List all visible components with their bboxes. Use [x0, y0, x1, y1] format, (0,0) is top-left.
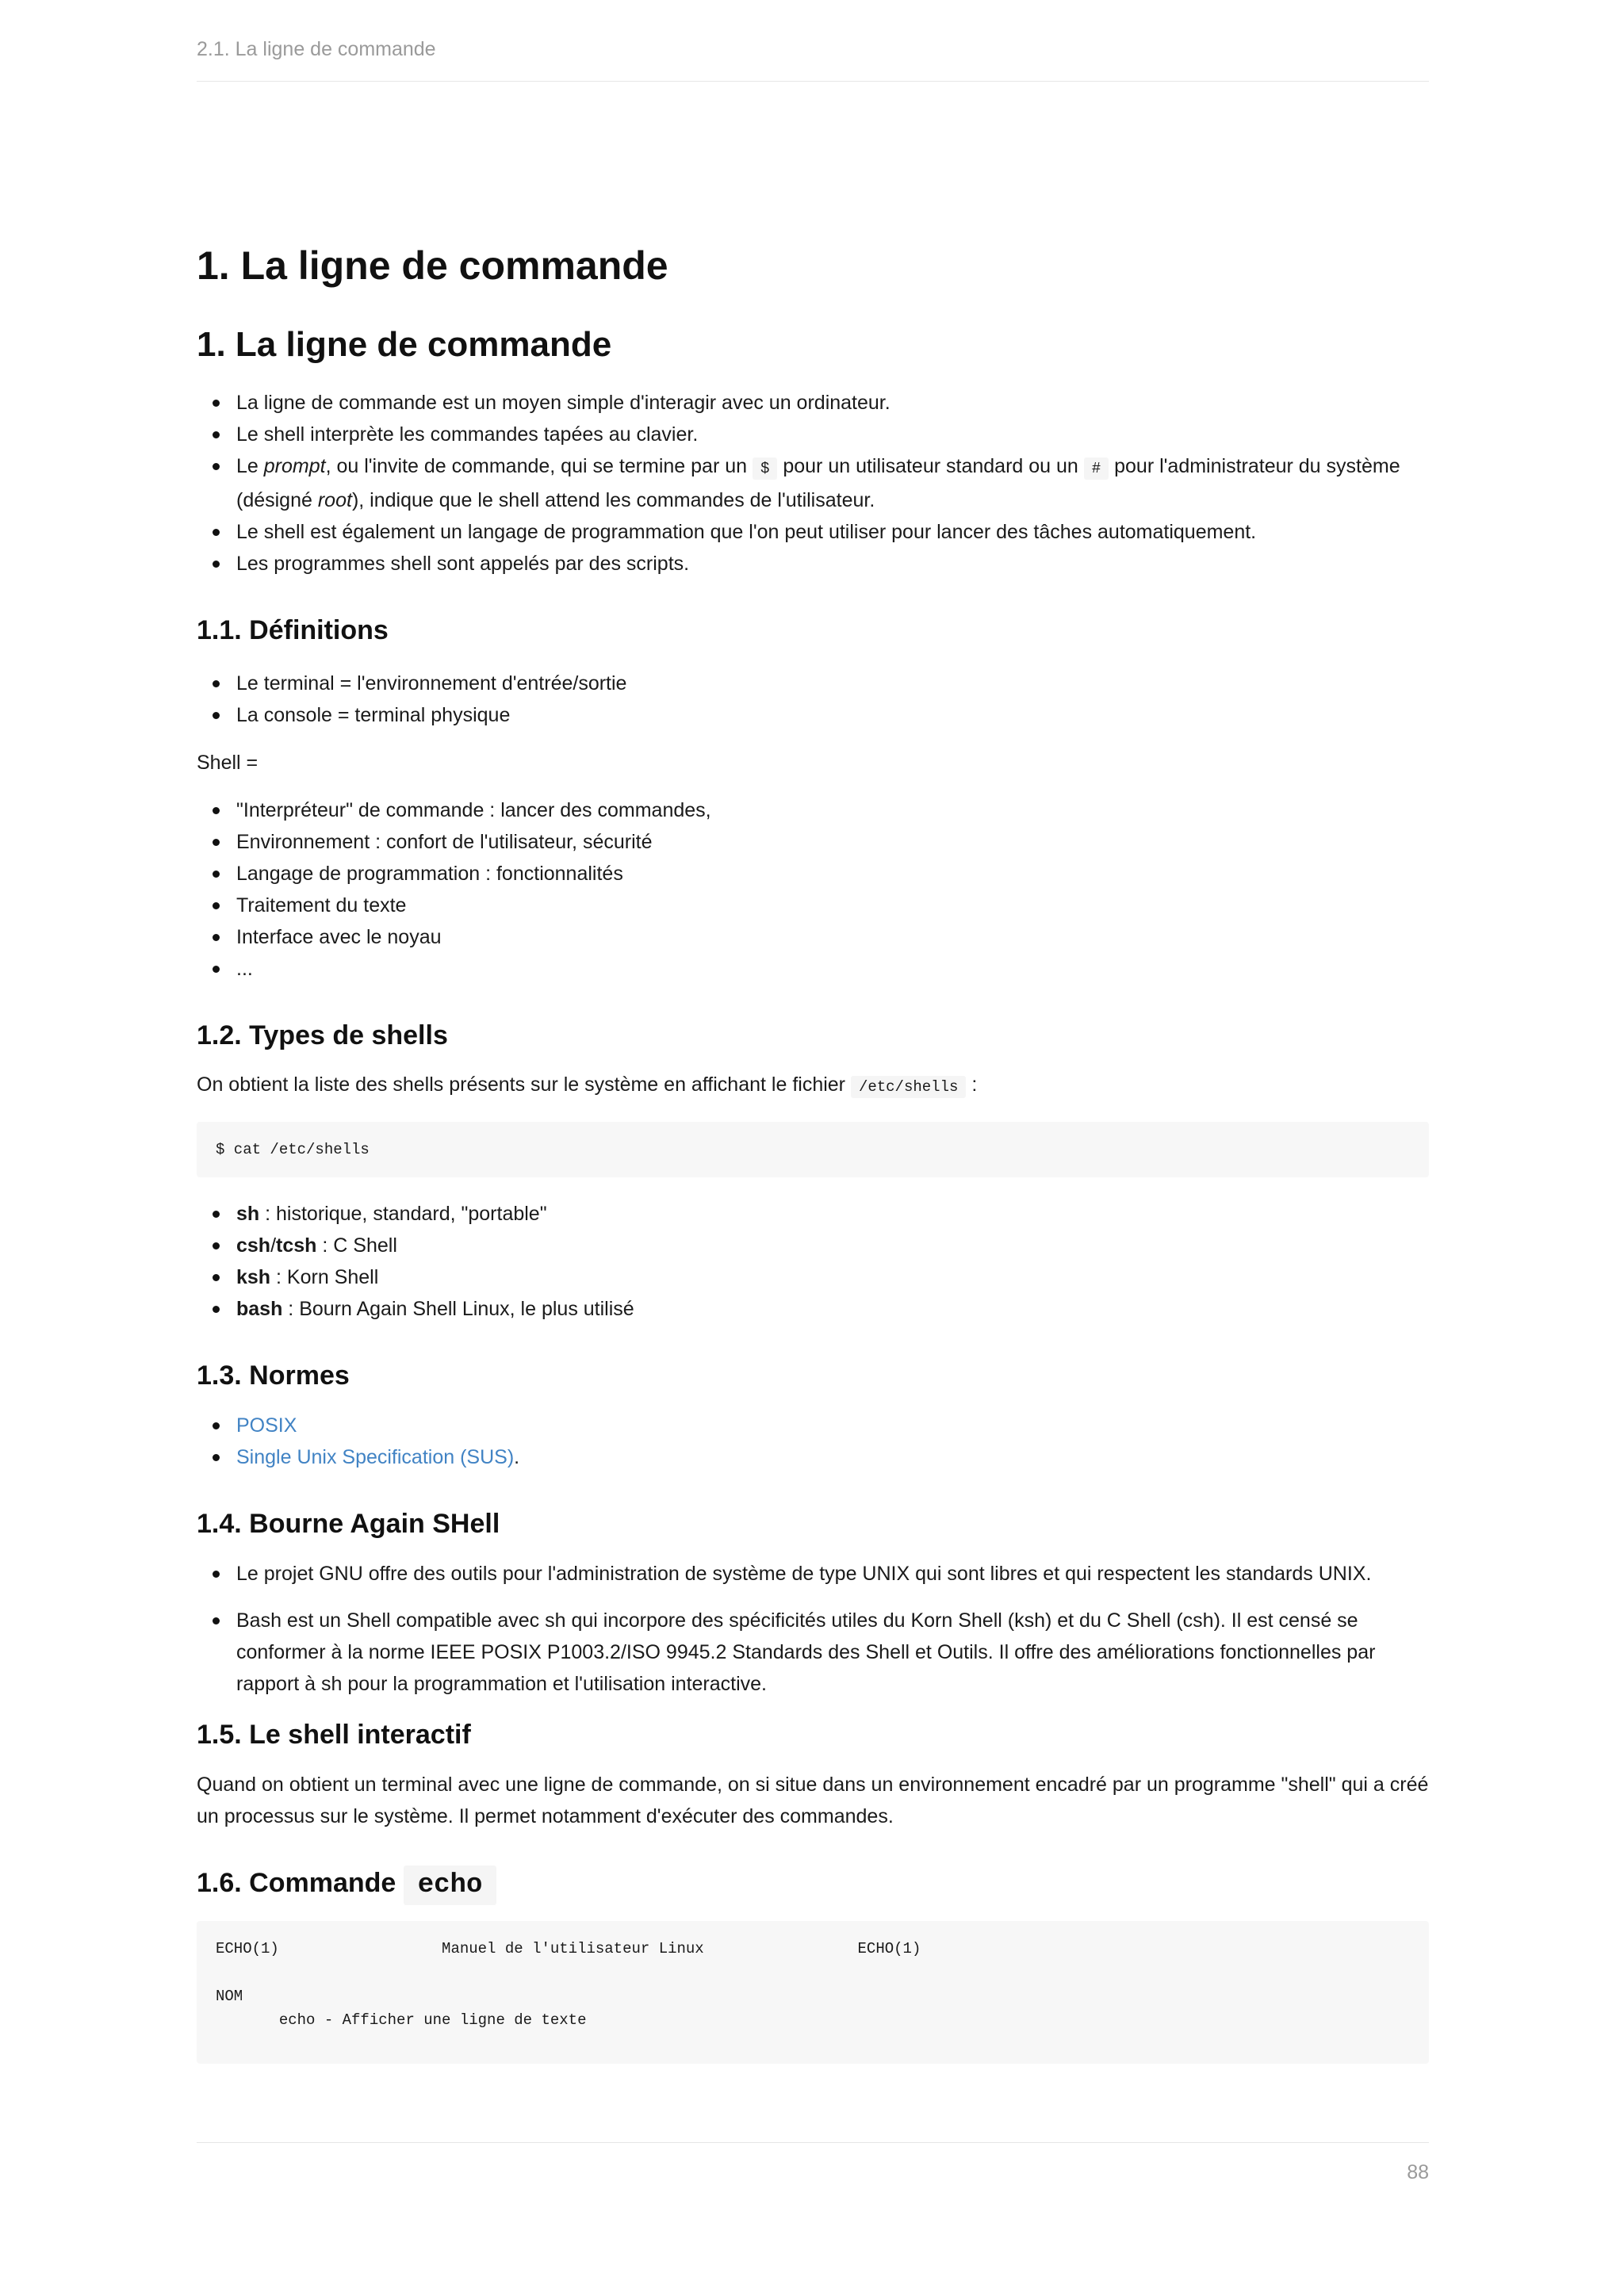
list-item: "Interpréteur" de commande : lancer des commandes,: [236, 794, 1429, 826]
text: ), indique que le shell attend les commandes de l'utilisateur.: [351, 488, 875, 511]
intro-list: [197, 387, 1429, 580]
list-item: La ligne de commande est un moyen simple d'interagir avec un ordinateur.: [236, 387, 1429, 419]
types-intro: [197, 1069, 1429, 1103]
inline-code-file: /etc/shells: [851, 1076, 966, 1098]
section-heading-types: 1.2. Types de shells: [197, 1020, 448, 1050]
list-item: Le terminal = l'environnement d'entrée/sortie: [236, 668, 1429, 699]
text: Le: [236, 454, 264, 477]
list-item: [236, 1261, 1429, 1293]
text: /: [270, 1234, 277, 1257]
text: : historique, standard, "portable": [259, 1203, 547, 1226]
text: 1.6. Commande: [197, 1867, 404, 1898]
normes-list: [197, 1410, 1429, 1473]
list-item: [236, 1198, 1429, 1230]
interactif-text: Quand on obtient un terminal avec une ligne de commande, on si situe dans un environnement encadré par un programme "shell" qui a créé un processus sur le système. Il permet notamment d'exécuter des commandes.: [197, 1773, 1429, 1827]
root-term: root: [317, 488, 352, 511]
text: : Bourn Again Shell Linux, le plus utilisé: [282, 1298, 634, 1321]
list-item: [236, 1230, 1429, 1261]
shell-name: ksh: [236, 1266, 271, 1289]
list-item: Interface avec le noyau: [236, 921, 1429, 953]
section-heading-echo: [197, 1867, 1429, 1902]
list-item: Le projet GNU offre des outils pour l'administration de système de type UNIX qui sont libres et qui respectent les standards UNIX.: [236, 1558, 1429, 1590]
list-item: Environnement : confort de l'utilisateur, sécurité: [236, 826, 1429, 858]
shell-label: Shell =: [197, 751, 259, 774]
sus-link[interactable]: Single Unix Specification (SUS): [236, 1446, 515, 1469]
inline-code-dollar: $: [753, 457, 777, 480]
definitions-list: [197, 668, 1429, 731]
man-page-block: ECHO(1) Manuel de l'utilisateur Linux ECHO(1) NOM echo - Afficher une ligne de texte: [197, 1921, 1429, 2064]
section-title: 1. La ligne de commande: [197, 325, 612, 364]
list-item: Les programmes shell sont appelés par des scripts.: [236, 548, 1429, 580]
list-item: Bash est un Shell compatible avec sh qui incorpore des spécificités utiles du Korn Shell (ksh) et du C Shell (csh). Il est censé se conformer à la norme IEEE POSIX P1003.2/ISO 9945.2 Standards des Shell et Outils. Il offre des améliorations fonctionnelles par rapport à sh pour la programmation et l'utilisation interactive.: [236, 1605, 1429, 1700]
list-item: [236, 1410, 1429, 1441]
list-item: Le shell est également un langage de programmation que l'on peut utiliser pour lancer des tâches automatiquement.: [236, 516, 1429, 548]
list-item: La console = terminal physique: [236, 699, 1429, 731]
running-header: 2.1. La ligne de commande: [197, 38, 1429, 82]
page-title: 1. La ligne de commande: [197, 243, 668, 288]
text: On obtient la liste des shells présents sur le système en affichant le fichier: [197, 1073, 851, 1096]
section-heading-definitions: 1.1. Définitions: [197, 614, 389, 645]
text: : Korn Shell: [270, 1266, 379, 1289]
text: .: [514, 1446, 520, 1469]
text: , ou l'invite de commande, qui se termine par un: [325, 454, 753, 477]
text: : C Shell: [316, 1234, 397, 1257]
list-item: Langage de programmation : fonctionnalités: [236, 858, 1429, 890]
footer-divider: [197, 2142, 1429, 2143]
list-item: Le shell interprète les commandes tapées au clavier.: [236, 419, 1429, 450]
content: [197, 226, 1429, 2064]
section-heading-normes: 1.3. Normes: [197, 1360, 350, 1391]
shell-name: csh: [236, 1234, 271, 1257]
inline-code-echo: echo: [404, 1866, 497, 1905]
list-item: ...: [236, 953, 1429, 985]
shell-name: sh: [236, 1203, 260, 1226]
inline-code-hash: #: [1084, 457, 1109, 480]
text: :: [966, 1073, 978, 1096]
list-item: [236, 1293, 1429, 1325]
section-heading-interactif: 1.5. Le shell interactif: [197, 1719, 471, 1750]
bash-list: [197, 1558, 1429, 1700]
posix-link[interactable]: POSIX: [236, 1414, 297, 1437]
list-item: Traitement du texte: [236, 890, 1429, 921]
list-item: [236, 450, 1429, 516]
list-item: [236, 1441, 1429, 1473]
section-heading-bash: 1.4. Bourne Again SHell: [197, 1509, 500, 1540]
shells-list: [197, 1198, 1429, 1325]
prompt-term: prompt: [263, 454, 326, 477]
shell-features-list: [197, 794, 1429, 985]
page-number: 88: [1407, 2161, 1429, 2183]
text: pour l'administrateur du système (désigné: [236, 454, 1400, 511]
shell-name: bash: [236, 1298, 283, 1321]
text: pour un utilisateur standard ou un: [777, 454, 1084, 477]
code-block: $ cat /etc/shells: [197, 1122, 1429, 1177]
shell-name: tcsh: [276, 1234, 317, 1257]
